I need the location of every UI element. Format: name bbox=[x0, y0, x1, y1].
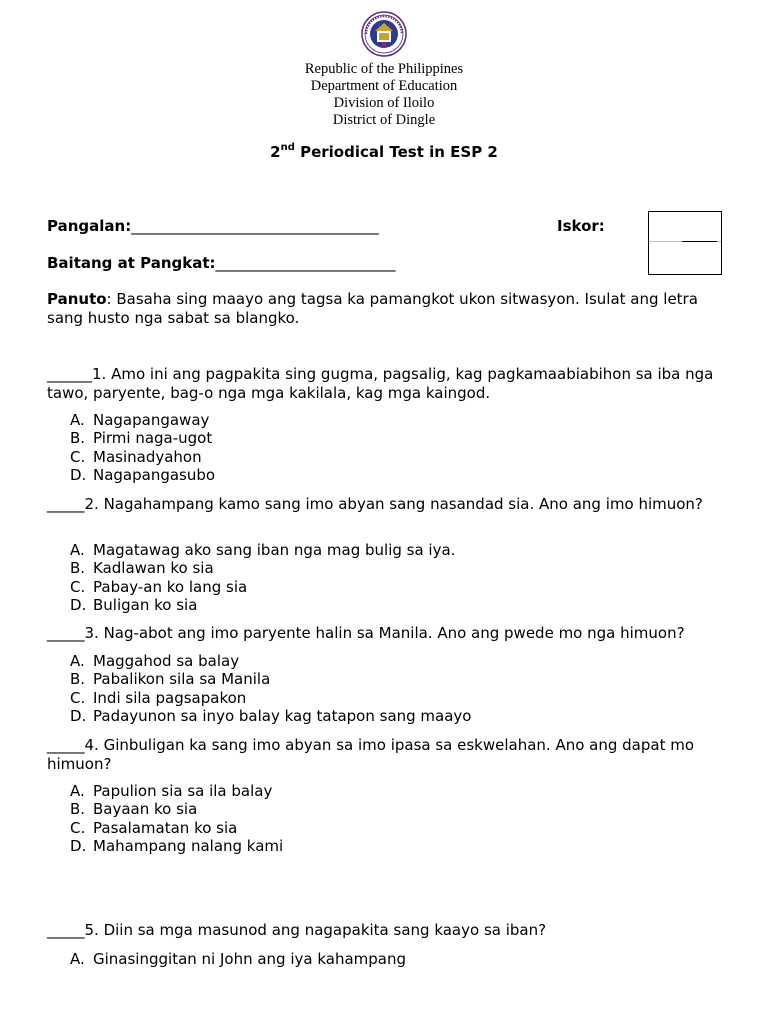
question-3-options bbox=[70, 652, 472, 725]
option-text: Buligan ko sia bbox=[93, 595, 198, 614]
option-letter: B. bbox=[70, 800, 86, 819]
option bbox=[70, 448, 215, 466]
score-divider-line bbox=[682, 241, 717, 242]
answer-blank[interactable]: ______ bbox=[47, 365, 92, 383]
option-letter: D. bbox=[70, 706, 87, 725]
question-1-options bbox=[70, 411, 215, 484]
question-text: 3. Nag-abot ang imo paryente halin sa Manila. Ano ang pwede mo nga himuon? bbox=[84, 624, 685, 642]
option bbox=[70, 689, 472, 707]
option-text: Nagapangaway bbox=[93, 411, 210, 429]
grade-section-label: Baitang at Pangkat: bbox=[47, 254, 216, 272]
option bbox=[70, 819, 283, 837]
name-field bbox=[47, 217, 379, 236]
answer-blank[interactable]: _____ bbox=[47, 495, 85, 513]
option bbox=[70, 950, 406, 968]
option-letter: C. bbox=[70, 818, 86, 837]
option bbox=[70, 466, 215, 484]
option-text: Pabalikon sila sa Manila bbox=[93, 670, 271, 689]
question-5 bbox=[47, 921, 727, 940]
instructions bbox=[47, 290, 727, 327]
question-text: 1. Amo ini ang pagpakita sing gugma, pagsalig, kag pagkamaabiabihon sa iba nga tawo, paryente, bag-o nga mga kakilala, kag mga kaingod. bbox=[47, 365, 714, 402]
letterhead bbox=[0, 61, 768, 129]
option-letter: B. bbox=[70, 559, 86, 578]
option-letter: A. bbox=[70, 652, 85, 670]
option bbox=[70, 800, 283, 818]
option-letter: D. bbox=[70, 465, 87, 484]
option-text: Ginasinggitan ni John ang iya kahampang bbox=[93, 950, 407, 968]
answer-blank[interactable]: _____ bbox=[47, 921, 85, 939]
option-text: Mahampang nalang kami bbox=[93, 836, 284, 855]
option-text: Masinadyahon bbox=[93, 447, 202, 466]
title-text: Periodical Test in ESP 2 bbox=[294, 143, 498, 161]
question-text: 2. Nagahampang kamo sang imo abyan sang nasandad sia. Ano ang imo himuon? bbox=[84, 495, 703, 513]
option bbox=[70, 782, 283, 800]
option-letter: D. bbox=[70, 836, 87, 855]
option-letter: C. bbox=[70, 577, 86, 596]
score-label: Iskor: bbox=[557, 217, 605, 235]
option-text: Padayunon sa inyo balay kag tatapon sang maayo bbox=[93, 706, 472, 725]
question-text: 5. Diin sa mga masunod ang nagapakita sang kaayo sa iban? bbox=[84, 921, 547, 939]
grade-section-field bbox=[47, 254, 396, 273]
option-letter: A. bbox=[70, 782, 85, 800]
question-4-options bbox=[70, 782, 283, 855]
option bbox=[70, 429, 215, 447]
question-2 bbox=[47, 495, 727, 514]
option bbox=[70, 652, 472, 670]
instructions-label: Panuto bbox=[47, 290, 107, 308]
header-line-department: Department of Education bbox=[310, 78, 458, 94]
option-text: Pirmi naga-ugot bbox=[93, 429, 213, 448]
option-text: Pabay-an ko lang sia bbox=[93, 577, 248, 596]
option bbox=[70, 707, 472, 725]
name-blank-line[interactable]: _________________________________ bbox=[131, 217, 379, 235]
header-line-republic: Republic of the Philippines bbox=[304, 61, 464, 77]
question-text: 4. Ginbuligan ka sang imo abyan sa imo ipasa sa eskwelahan. Ano ang dapat mo himuon? bbox=[47, 736, 695, 773]
option bbox=[70, 541, 455, 559]
option-text: Maggahod sa balay bbox=[93, 652, 240, 670]
option-letter: B. bbox=[70, 429, 86, 448]
option-text: Pasalamatan ko sia bbox=[93, 818, 238, 837]
question-5-options bbox=[70, 950, 406, 968]
option-letter: C. bbox=[70, 447, 86, 466]
option bbox=[70, 578, 455, 596]
option-letter: B. bbox=[70, 670, 86, 689]
answer-blank[interactable]: _____ bbox=[47, 736, 85, 754]
option-letter: A. bbox=[70, 411, 85, 429]
option bbox=[70, 837, 283, 855]
question-2-options bbox=[70, 541, 455, 614]
test-title bbox=[0, 143, 768, 161]
option bbox=[70, 596, 455, 614]
title-number: 2 bbox=[270, 143, 281, 161]
option-text: Indi sila pagsapakon bbox=[93, 688, 247, 707]
option-text: Kadlawan ko sia bbox=[93, 559, 214, 578]
instructions-text: : Basaha sing maayo ang tagsa ka pamangkot ukon sitwasyon. Isulat ang letra sang husto nga sabat sa blangko. bbox=[47, 290, 698, 327]
question-3 bbox=[47, 624, 727, 643]
grade-section-blank-line[interactable]: ________________________ bbox=[215, 254, 396, 272]
option-text: Papulion sia sa ila balay bbox=[93, 782, 273, 800]
name-label: Pangalan: bbox=[47, 217, 132, 235]
option-letter: C. bbox=[70, 688, 86, 707]
header-line-division: Division of Iloilo bbox=[333, 95, 435, 111]
option bbox=[70, 670, 472, 688]
option-letter: D. bbox=[70, 595, 87, 614]
option-text: Nagapangasubo bbox=[93, 465, 216, 484]
answer-blank[interactable]: _____ bbox=[47, 624, 85, 642]
option bbox=[70, 411, 215, 429]
title-ordinal: nd bbox=[280, 142, 295, 153]
header-line-district: District of Dingle bbox=[332, 112, 436, 128]
question-4 bbox=[47, 736, 727, 773]
option-letter: A. bbox=[70, 950, 85, 968]
option-text: Bayaan ko sia bbox=[93, 800, 198, 819]
option-letter: A. bbox=[70, 541, 85, 559]
option bbox=[70, 559, 455, 577]
deped-seal-logo bbox=[361, 11, 407, 57]
question-1 bbox=[47, 365, 727, 402]
score-box[interactable] bbox=[648, 211, 722, 275]
option-text: Magatawag ako sang iban nga mag bulig sa iya. bbox=[93, 541, 456, 559]
